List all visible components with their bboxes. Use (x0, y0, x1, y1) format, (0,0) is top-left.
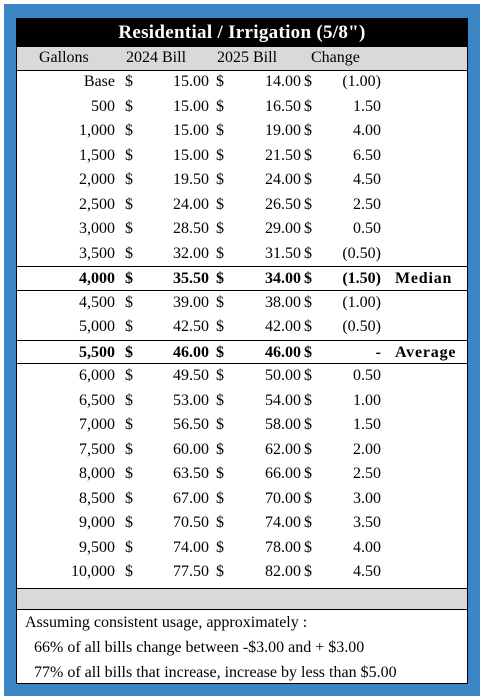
cell-gallons: 9,500 (79, 538, 115, 556)
cell-dollar-sign: $ (216, 318, 224, 335)
rate-table (16, 18, 468, 684)
cell-dollar-sign: $ (304, 122, 312, 139)
cell-change: 6.50 (353, 146, 381, 164)
table-row (17, 389, 467, 414)
cell-gallons: 7,500 (79, 440, 115, 458)
cell-2025-bill: 58.00 (265, 416, 301, 433)
table-row (17, 560, 467, 585)
cell-dollar-sign: $ (304, 416, 312, 433)
cell-change: (1.00) (342, 293, 381, 311)
cell-gallons: 2,500 (79, 195, 115, 213)
cell-2025-bill: 78.00 (265, 538, 301, 556)
cell-2025-bill: 19.00 (265, 122, 301, 139)
table-row (17, 315, 467, 340)
cell-change: 2.00 (353, 440, 381, 458)
cell-gallons: 7,000 (79, 416, 115, 433)
cell-change: 1.50 (353, 416, 381, 433)
cell-2025-bill: 16.50 (265, 97, 301, 115)
cell-change: 4.50 (353, 171, 381, 188)
table-row (17, 364, 467, 389)
cell-2024-bill: 15.00 (173, 97, 209, 115)
table-row (17, 217, 467, 242)
cell-dollar-sign: $ (125, 391, 133, 409)
cell-gallons: 5,000 (79, 318, 115, 335)
cell-dollar-sign: $ (304, 318, 312, 335)
cell-2025-bill: 82.00 (265, 563, 301, 580)
cell-dollar-sign: $ (125, 343, 133, 361)
footer-line-2: 66% of all bills change between -$3.00 and + $3.00 (34, 639, 365, 656)
cell-gallons: 6,500 (79, 391, 115, 409)
cell-2024-bill: 28.50 (173, 220, 209, 237)
cell-dollar-sign: $ (125, 318, 133, 335)
cell-dollar-sign: $ (125, 367, 133, 384)
cell-dollar-sign: $ (304, 367, 312, 384)
cell-gallons: 1,000 (79, 122, 115, 139)
cell-2024-bill: 70.50 (173, 514, 209, 531)
cell-dollar-sign: $ (304, 270, 312, 287)
cell-gallons: 500 (91, 97, 115, 115)
cell-gallons: Base (83, 73, 115, 90)
cell-dollar-sign: $ (125, 244, 133, 262)
cell-2025-bill: 38.00 (265, 293, 301, 311)
cell-2025-bill: 70.00 (265, 489, 301, 507)
header-2025-bill: 2025 Bill (217, 49, 278, 66)
table-row (17, 95, 467, 120)
cell-dollar-sign: $ (125, 195, 133, 213)
cell-2024-bill: 39.00 (173, 293, 209, 311)
cell-2025-bill: 66.00 (265, 465, 301, 482)
table-row (17, 511, 467, 536)
cell-change: (1.50) (342, 270, 381, 287)
cell-dollar-sign: $ (125, 122, 133, 139)
header-change: Change (311, 49, 360, 66)
cell-dollar-sign: $ (125, 489, 133, 507)
cell-change: - (375, 343, 381, 361)
cell-2024-bill: 53.00 (173, 391, 209, 409)
table-row (17, 462, 467, 487)
cell-gallons: 9,000 (79, 514, 115, 531)
cell-2025-bill: 26.50 (265, 195, 301, 213)
table-row (17, 193, 467, 218)
cell-2024-bill: 35.50 (173, 270, 209, 287)
column-headers (17, 47, 467, 71)
cell-gallons: 6,000 (79, 367, 115, 384)
cell-dollar-sign: $ (125, 293, 133, 311)
cell-change: 3.00 (353, 489, 381, 507)
cell-2025-bill: 50.00 (265, 367, 301, 384)
cell-note: Average (395, 343, 457, 361)
cell-dollar-sign: $ (304, 440, 312, 458)
cell-gallons: 3,000 (79, 220, 115, 237)
cell-note: Median (395, 270, 453, 287)
cell-change: 2.50 (353, 465, 381, 482)
cell-dollar-sign: $ (216, 514, 224, 531)
cell-dollar-sign: $ (216, 244, 224, 262)
cell-change: (0.50) (342, 318, 381, 335)
cell-dollar-sign: $ (216, 171, 224, 188)
cell-2024-bill: 56.50 (173, 416, 209, 433)
cell-gallons: 4,500 (79, 293, 115, 311)
cell-dollar-sign: $ (125, 563, 133, 580)
cell-dollar-sign: $ (304, 293, 312, 311)
cell-dollar-sign: $ (304, 195, 312, 213)
cell-change: 3.50 (353, 514, 381, 531)
table-title: Residential / Irrigation (5/8") (17, 19, 467, 47)
cell-dollar-sign: $ (304, 220, 312, 237)
cell-dollar-sign: $ (125, 514, 133, 531)
cell-dollar-sign: $ (304, 465, 312, 482)
table-row (17, 144, 467, 169)
cell-2025-bill: 46.00 (265, 343, 301, 361)
table-row (17, 536, 467, 561)
cell-gallons: 10,000 (71, 563, 115, 580)
cell-dollar-sign: $ (216, 195, 224, 213)
cell-dollar-sign: $ (304, 73, 312, 90)
cell-gallons: 8,000 (79, 465, 115, 482)
cell-dollar-sign: $ (125, 440, 133, 458)
cell-2024-bill: 15.00 (173, 146, 209, 164)
table-row (17, 70, 467, 95)
cell-2024-bill: 74.00 (173, 538, 209, 556)
header-2024-bill: 2024 Bill (126, 49, 187, 66)
cell-dollar-sign: $ (125, 220, 133, 237)
cell-change: 4.00 (353, 122, 381, 139)
cell-2025-bill: 54.00 (265, 391, 301, 409)
cell-2025-bill: 34.00 (265, 270, 301, 287)
cell-dollar-sign: $ (125, 465, 133, 482)
cell-2025-bill: 29.00 (265, 220, 301, 237)
cell-dollar-sign: $ (125, 97, 133, 115)
cell-2024-bill: 42.50 (173, 318, 209, 335)
table-row (17, 168, 467, 193)
cell-dollar-sign: $ (216, 563, 224, 580)
cell-dollar-sign: $ (216, 538, 224, 556)
footer-line-1: Assuming consistent usage, approximately : (25, 614, 308, 631)
cell-change: 0.50 (353, 367, 381, 384)
cell-dollar-sign: $ (304, 489, 312, 507)
cell-dollar-sign: $ (216, 146, 224, 164)
cell-dollar-sign: $ (216, 293, 224, 311)
cell-dollar-sign: $ (216, 220, 224, 237)
cell-gallons: 3,500 (79, 244, 115, 262)
table-row (17, 119, 467, 144)
table-row (17, 413, 467, 438)
cell-2025-bill: 42.00 (265, 318, 301, 335)
table-row (17, 266, 467, 291)
cell-dollar-sign: $ (216, 465, 224, 482)
table-divider (17, 588, 467, 610)
cell-2025-bill: 14.00 (265, 73, 301, 90)
cell-dollar-sign: $ (125, 146, 133, 164)
cell-dollar-sign: $ (304, 514, 312, 531)
cell-2024-bill: 60.00 (173, 440, 209, 458)
cell-dollar-sign: $ (125, 270, 133, 287)
cell-2024-bill: 67.00 (173, 489, 209, 507)
table-row (17, 438, 467, 463)
cell-gallons: 2,000 (79, 171, 115, 188)
cell-gallons: 4,000 (79, 270, 115, 287)
table-row (17, 242, 467, 267)
cell-2025-bill: 74.00 (265, 514, 301, 531)
cell-2025-bill: 21.50 (265, 146, 301, 164)
cell-2024-bill: 15.00 (173, 73, 209, 90)
cell-2024-bill: 32.00 (173, 244, 209, 262)
cell-change: 4.00 (353, 538, 381, 556)
cell-dollar-sign: $ (216, 97, 224, 115)
cell-dollar-sign: $ (216, 122, 224, 139)
cell-2024-bill: 19.50 (173, 171, 209, 188)
cell-2024-bill: 77.50 (173, 563, 209, 580)
cell-dollar-sign: $ (304, 146, 312, 164)
cell-change: 4.50 (353, 563, 381, 580)
cell-change: (1.00) (342, 73, 381, 90)
cell-dollar-sign: $ (216, 489, 224, 507)
cell-dollar-sign: $ (304, 391, 312, 409)
table-row (17, 291, 467, 316)
cell-dollar-sign: $ (216, 73, 224, 90)
cell-gallons: 5,500 (79, 343, 115, 361)
cell-dollar-sign: $ (304, 171, 312, 188)
cell-2024-bill: 24.00 (173, 195, 209, 213)
cell-change: 2.50 (353, 195, 381, 213)
cell-dollar-sign: $ (304, 343, 312, 361)
cell-2024-bill: 63.50 (173, 465, 209, 482)
cell-dollar-sign: $ (125, 73, 133, 90)
cell-dollar-sign: $ (216, 391, 224, 409)
cell-dollar-sign: $ (125, 538, 133, 556)
cell-dollar-sign: $ (216, 270, 224, 287)
cell-2025-bill: 31.50 (265, 244, 301, 262)
cell-2024-bill: 15.00 (173, 122, 209, 139)
cell-dollar-sign: $ (216, 416, 224, 433)
cell-2024-bill: 49.50 (173, 367, 209, 384)
cell-dollar-sign: $ (304, 244, 312, 262)
cell-dollar-sign: $ (125, 416, 133, 433)
footer-line-3: 77% of all bills that increase, increase by less than $5.00 (34, 664, 397, 681)
cell-dollar-sign: $ (216, 440, 224, 458)
cell-dollar-sign: $ (125, 171, 133, 188)
cell-dollar-sign: $ (304, 538, 312, 556)
cell-2025-bill: 24.00 (265, 171, 301, 188)
table-row (17, 487, 467, 512)
cell-dollar-sign: $ (304, 563, 312, 580)
cell-dollar-sign: $ (304, 97, 312, 115)
cell-change: 1.50 (353, 97, 381, 115)
cell-change: 0.50 (353, 220, 381, 237)
blue-frame (4, 4, 480, 696)
header-gallons: Gallons (39, 49, 89, 66)
table-row (17, 340, 467, 365)
cell-gallons: 1,500 (79, 146, 115, 164)
cell-2025-bill: 62.00 (265, 440, 301, 458)
cell-dollar-sign: $ (216, 343, 224, 361)
cell-change: 1.00 (353, 391, 381, 409)
cell-change: (0.50) (342, 244, 381, 262)
cell-gallons: 8,500 (79, 489, 115, 507)
cell-dollar-sign: $ (216, 367, 224, 384)
cell-2024-bill: 46.00 (173, 343, 209, 361)
